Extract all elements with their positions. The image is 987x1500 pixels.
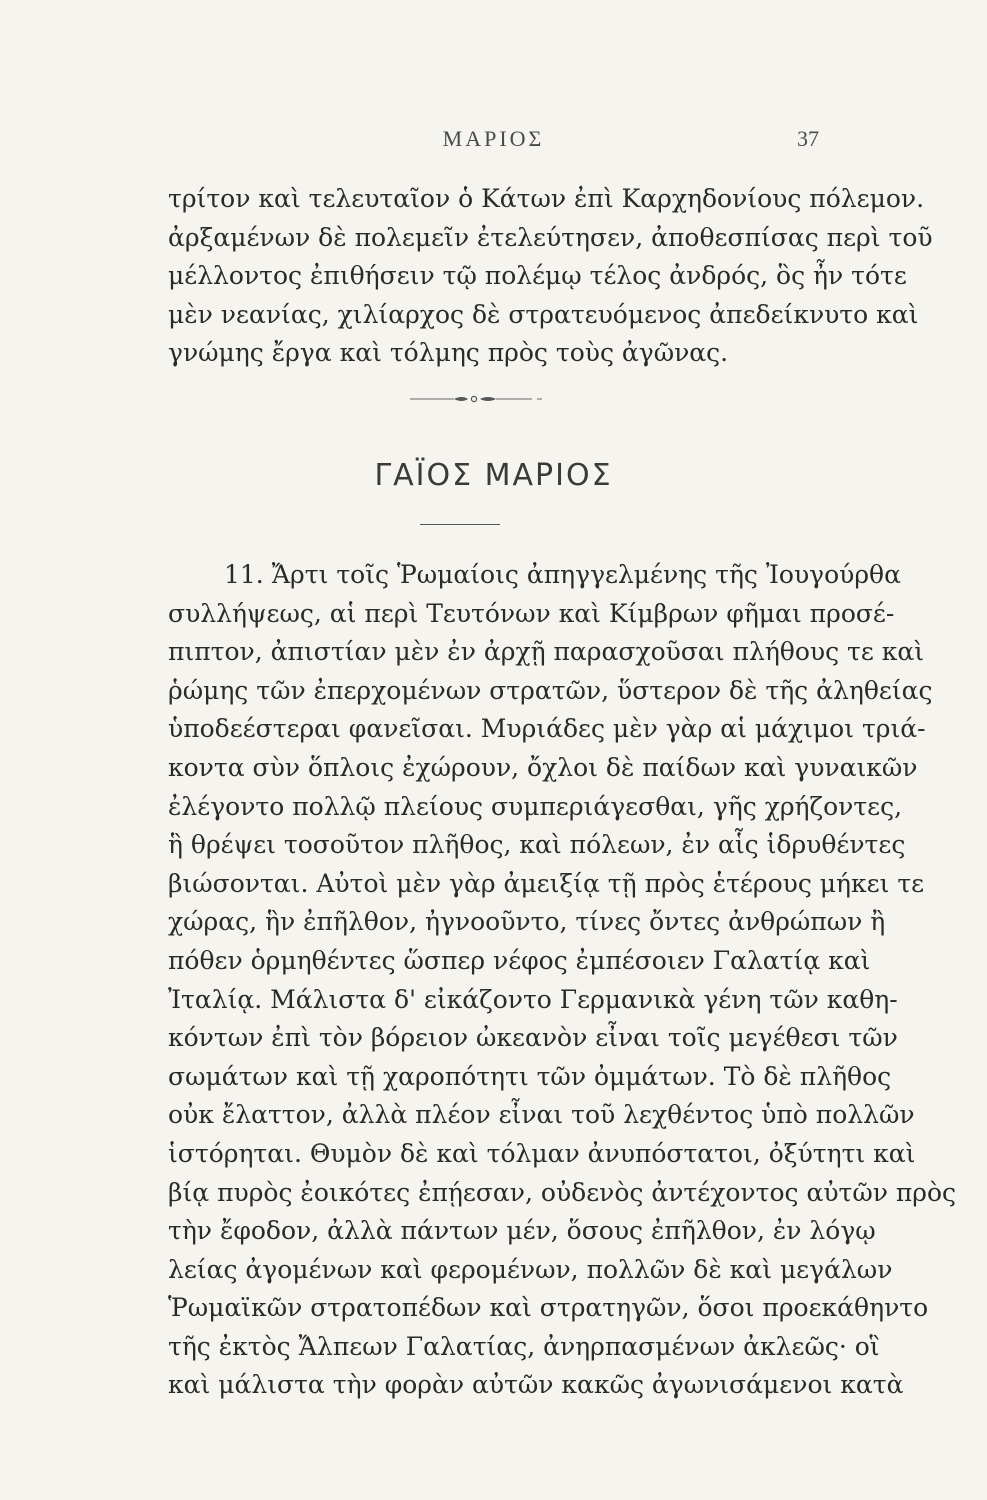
- text-line: οὐκ ἔλαττον, ἀλλὰ πλέον εἶναι τοῦ λεχθέντος ὑπὸ πολλῶν: [168, 1100, 915, 1130]
- text-line: βίᾳ πυρὸς ἐοικότες ἐπῄεσαν, οὐδενὸς ἀντέχοντος αὐτῶν πρὸς: [168, 1177, 957, 1207]
- text-line: πιπτον, ἀπιστίαν μὲν ἐν ἀρχῇ παρασχοῦσαι πλήθους τε καὶ: [168, 637, 925, 667]
- text-line: ἱστόρηται. Θυμὸν δὲ καὶ τόλμαν ἀνυπόστατοι, ὀξύτητι καὶ: [168, 1138, 916, 1168]
- text-line: Ἰταλίᾳ. Μάλιστα δ' εἰκάζοντο Γερμανικὰ γένη τῶν καθη-: [168, 984, 898, 1014]
- text-line: καὶ μάλιστα τὴν φορὰν αὐτῶν κακῶς ἀγωνισάμενοι κατὰ: [168, 1370, 904, 1400]
- text-line: μὲν νεανίας, χιλίαρχος δὲ στρατευόμενος ἀπεδείκνυτο καὶ: [168, 299, 919, 329]
- text-line: 11. Ἄρτι τοῖς Ῥωμαίοις ἀπηγγελμένης τῆς Ἰουγούρθα: [224, 560, 901, 589]
- text-line: πόθεν ὁρμηθέντες ὥσπερ νέφος ἐμπέσοιεν Γαλατίᾳ καὶ: [168, 945, 871, 975]
- text-line: συλλήψεως, αἱ περὶ Τευτόνων καὶ Κίμβρων φῆμαι προσέ-: [168, 598, 895, 628]
- text-line: τὴν ἔφοδον, ἀλλὰ πάντων μέν, ὅσους ἐπῆλθον, ἐν λόγῳ: [168, 1216, 876, 1246]
- text-line: σωμάτων καὶ τῇ χαροπότητι τῶν ὀμμάτων. Τὸ δὲ πλῆθος: [168, 1061, 892, 1091]
- section-ornament: [410, 392, 542, 406]
- text-line: μέλλοντος ἐπιθήσειν τῷ πολέμῳ τέλος ἀνδρός, ὃς ἦν τότε: [168, 261, 907, 291]
- paragraph-continuation: [168, 180, 933, 373]
- text-line: γνώμης ἔργα καὶ τόλμης πρὸς τοὺς ἀγῶνας.: [168, 338, 729, 368]
- text-line: κόντων ἐπὶ τὸν βόρειον ὠκεανὸν εἶναι τοῖς μεγέθεσι τῶν: [168, 1023, 898, 1053]
- text-line: ἣ θρέψει τοσοῦτον πλῆθος, καὶ πόλεων, ἐν αἷς ἱδρυθέντες: [168, 830, 906, 860]
- section-title: ΓΑΪΟΣ ΜΑΡΙΟΣ: [374, 458, 613, 493]
- text-line: λείας ἀγομένων καὶ φερομένων, πολλῶν δὲ καὶ μεγάλων: [168, 1254, 893, 1284]
- text-line: κοντα σὺν ὅπλοις ἐχώρουν, ὄχλοι δὲ παίδων καὶ γυναικῶν: [168, 752, 918, 782]
- text-line: ἐλέγοντο πολλῷ πλείους συμπεριάγεσθαι, γῆς χρήζοντες,: [168, 791, 903, 821]
- text-line: Ῥωμαϊκῶν στρατοπέδων καὶ στρατηγῶν, ὅσοι προεκάθηντο: [168, 1293, 929, 1323]
- running-head: [0, 122, 987, 158]
- text-line: βιώσονται. Αὐτοὶ μὲν γὰρ ἀμειξίᾳ τῇ πρὸς ἑτέρους μήκει τε: [168, 868, 925, 898]
- paragraph-11: [168, 556, 957, 1405]
- text-line: χώρας, ἣν ἐπῆλθον, ἠγνοοῦντο, τίνες ὄντες ἀνθρώπων ἢ: [168, 907, 886, 937]
- text-line: ἀρξαμένων δὲ πολεμεῖν ἐτελεύτησεν, ἀποθεσπίσας περὶ τοῦ: [168, 222, 933, 252]
- page-number: 37: [797, 126, 819, 151]
- text-line: ὑποδεέστεραι φανεῖσαι. Μυριάδες μὲν γὰρ αἱ μάχιμοι τριά-: [168, 714, 926, 744]
- text-line: τῆς ἐκτὸς Ἄλπεων Γαλατίας, ἀνηρπασμένων ἀκλεῶς· οἳ: [168, 1331, 880, 1361]
- text-line: ῥώμης τῶν ἐπερχομένων στρατῶν, ὕστερον δὲ τῆς ἀληθείας: [168, 675, 933, 705]
- running-title: ΜΑΡΙΟΣ: [442, 126, 545, 151]
- text-line: τρίτον καὶ τελευταῖον ὁ Κάτων ἐπὶ Καρχηδονίους πόλεμον.: [168, 184, 925, 213]
- title-rule: [420, 524, 500, 525]
